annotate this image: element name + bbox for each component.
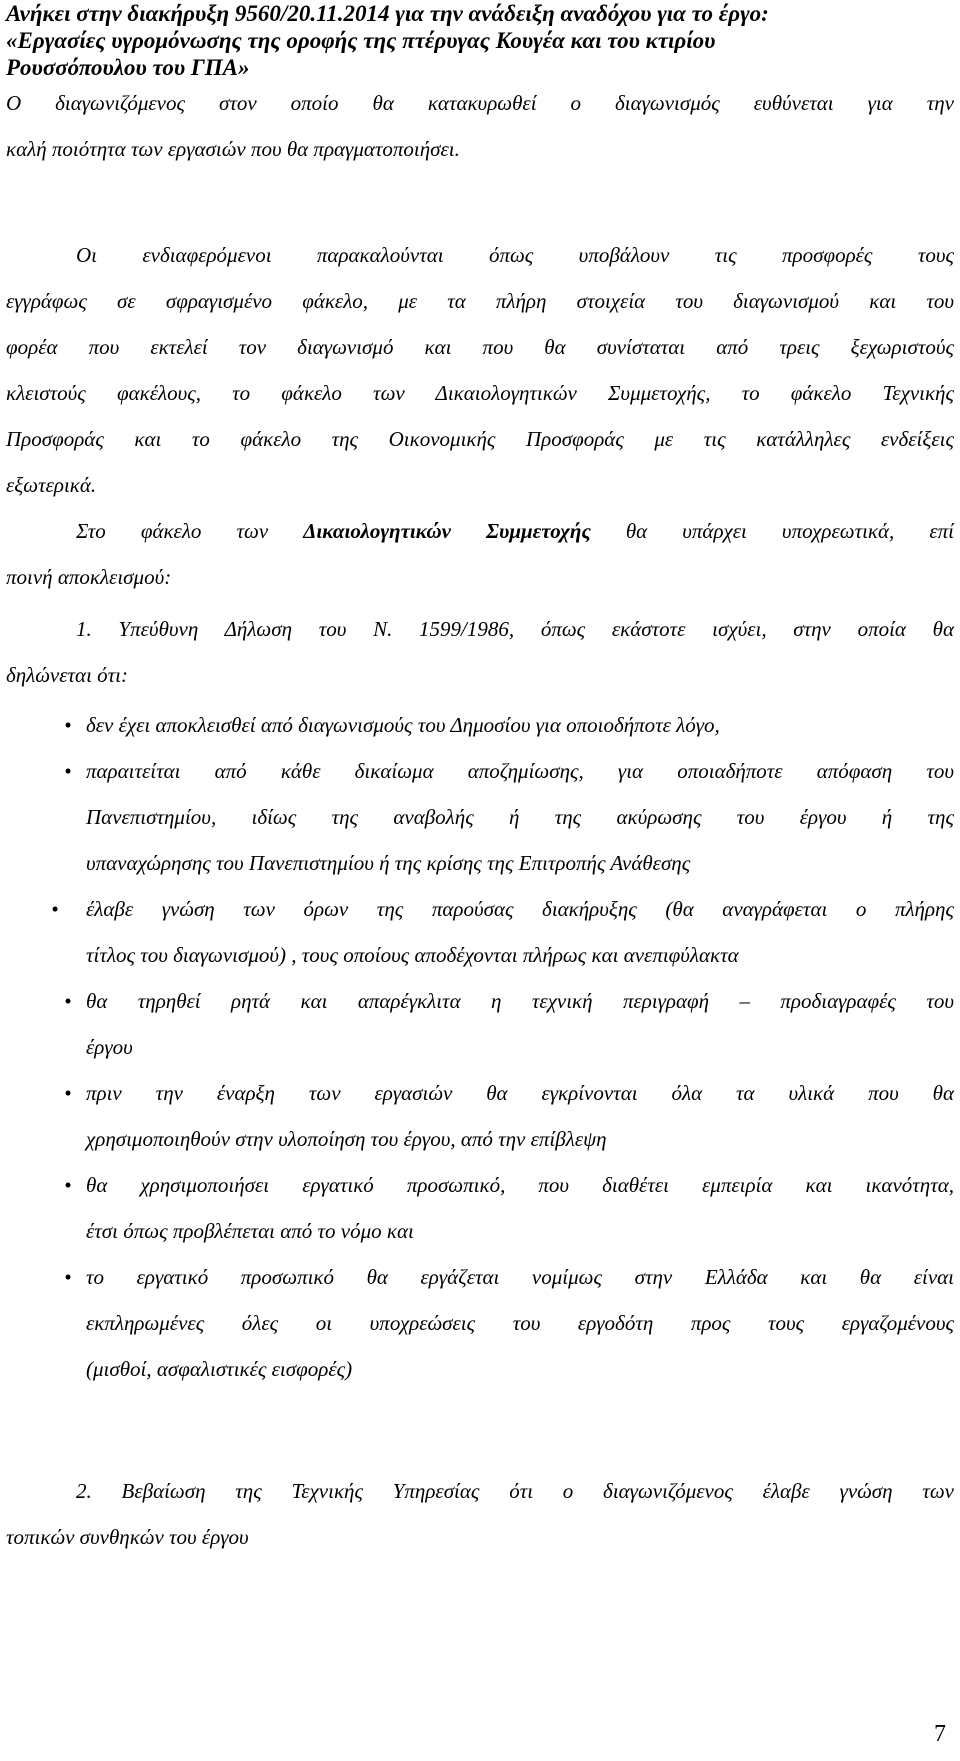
item-2-line-2: τοπικών συνθηκών του έργου bbox=[6, 1525, 249, 1549]
offers-line-1: Οι ενδιαφερόμενοι παρακαλούνται όπως υποβάλουν τις προσφορές τους bbox=[76, 243, 954, 267]
bullet-4-line-2: έργου bbox=[86, 1035, 133, 1059]
bullet-item-2 bbox=[6, 748, 954, 886]
bullet-7-line-2: εκπληρωμένες όλες οι υποχρεώσεις του εργοδότη προς τους εργαζομένους bbox=[86, 1311, 954, 1335]
bullet-dot-icon: • bbox=[64, 713, 72, 737]
bullet-dot-icon: • bbox=[51, 897, 59, 921]
participation-bold: Δικαιολογητικών Συμμετοχής bbox=[303, 519, 591, 543]
participation-line-1 bbox=[6, 508, 954, 554]
bullet-3-line-2: τίτλος του διαγωνισμού) , τους οποίους αποδέχονται πλήρως και ανεπιφύλακτα bbox=[86, 943, 739, 967]
header-line-1: Ανήκει στην διακήρυξη 9560/20.11.2014 για την ανάδειξη αναδόχου για το έργο: bbox=[6, 1, 769, 26]
item-1-line-1: 1. Υπεύθυνη Δήλωση του Ν. 1599/1986, όπως εκάστοτε ισχύει, στην οποία θα bbox=[76, 617, 954, 641]
bullet-2-line-1: παραιτείται από κάθε δικαίωμα αποζημίωσης, για οποιαδήποτε απόφαση του bbox=[86, 759, 954, 783]
bullet-dot-icon: • bbox=[64, 1173, 72, 1197]
participation-paragraph bbox=[6, 508, 954, 600]
bullet-dot-icon: • bbox=[64, 1265, 72, 1289]
bullet-5-line-1: πριν την έναρξη των εργασιών θα εγκρίνονται όλα τα υλικά που θα bbox=[86, 1081, 954, 1105]
offers-line-6: εξωτερικά. bbox=[6, 473, 97, 497]
intro-line-2: καλή ποιότητα των εργασιών που θα πραγματοποιήσει. bbox=[6, 137, 460, 161]
bullet-dot-icon: • bbox=[64, 759, 72, 783]
bullet-1-line-1: δεν έχει αποκλεισθεί από διαγωνισμούς του Δημοσίου για οποιοδήποτε λόγο, bbox=[86, 713, 720, 737]
bullet-3-line-1: έλαβε γνώση των όρων της παρούσας διακήρυξης (θα αναγράφεται ο πλήρης bbox=[86, 897, 954, 921]
participation-prefix: Στο φάκελο των bbox=[76, 519, 304, 543]
bullet-2-line-2: Πανεπιστημίου, ιδίως της αναβολής ή της ακύρωσης του έργου ή της bbox=[86, 805, 954, 829]
offers-line-2: εγγράφως σε σφραγισμένο φάκελο, με τα πλήρη στοιχεία του διαγωνισμού και του bbox=[6, 289, 954, 313]
offers-line-3: φορέα που εκτελεί τον διαγωνισμό και που θα συνίσταται από τρεις ξεχωριστούς bbox=[6, 335, 954, 359]
bullet-item-6 bbox=[6, 1162, 954, 1254]
bullet-dot-icon: • bbox=[64, 989, 72, 1013]
bullet-item-3 bbox=[6, 886, 954, 978]
page-number: 7 bbox=[934, 1721, 946, 1747]
declaration-bullet-list bbox=[6, 702, 954, 1392]
header-line-3: Ρουσσόπουλου του ΓΠΑ» bbox=[6, 55, 250, 80]
item-2-line-1: 2. Βεβαίωση της Τεχνικής Υπηρεσίας ότι ο διαγωνιζόμενος έλαβε γνώση των bbox=[76, 1479, 954, 1503]
bullet-7-line-3: (μισθοί, ασφαλιστικές εισφορές) bbox=[86, 1357, 353, 1381]
offers-line-4: κλειστούς φακέλους, το φάκελο των Δικαιολογητικών Συμμετοχής, το φάκελο Τεχνικής bbox=[6, 381, 954, 405]
offers-line-5: Προσφοράς και το φάκελο της Οικονομικής Προσφοράς με τις κατάλληλες ενδείξεις bbox=[6, 427, 954, 451]
bullet-2-line-3: υπαναχώρησης του Πανεπιστημίου ή της κρίσης της Επιτροπής Ανάθεσης bbox=[86, 851, 691, 875]
bullet-item-5 bbox=[6, 1070, 954, 1162]
document-header bbox=[6, 0, 954, 81]
bullet-item-1 bbox=[6, 702, 954, 748]
item-1-line-2: δηλώνεται ότι: bbox=[6, 663, 128, 687]
item-1-paragraph bbox=[6, 606, 954, 698]
bullet-dot-icon: • bbox=[64, 1081, 72, 1105]
offers-paragraph bbox=[6, 232, 954, 508]
bullet-item-7 bbox=[6, 1254, 954, 1392]
participation-line-2: ποινή αποκλεισμού: bbox=[6, 565, 172, 589]
bullet-item-4 bbox=[6, 978, 954, 1070]
intro-paragraph bbox=[6, 80, 954, 172]
participation-suffix: θα υπάρχει υποχρεωτικά, επί bbox=[590, 519, 954, 543]
bullet-6-line-2: έτσι όπως προβλέπεται από το νόμο και bbox=[86, 1219, 414, 1243]
bullet-7-line-1: το εργατικό προσωπικό θα εργάζεται νομίμως στην Ελλάδα και θα είναι bbox=[86, 1265, 954, 1289]
bullet-6-line-1: θα χρησιμοποιήσει εργατικό προσωπικό, που διαθέτει εμπειρία και ικανότητα, bbox=[86, 1173, 954, 1197]
header-line-2: «Εργασίες υγρομόνωσης της οροφής της πτέρυγας Κουγέα και του κτιρίου bbox=[6, 28, 716, 53]
bullet-5-line-2: χρησιμοποιηθούν στην υλοποίηση του έργου, από την επίβλεψη bbox=[86, 1127, 607, 1151]
intro-line-1: Ο διαγωνιζόμενος στον οποίο θα κατακυρωθεί ο διαγωνισμός ευθύνεται για την bbox=[6, 91, 954, 115]
item-2-paragraph bbox=[6, 1468, 954, 1560]
bullet-4-line-1: θα τηρηθεί ρητά και απαρέγκλιτα η τεχνική περιγραφή – προδιαγραφές του bbox=[86, 989, 954, 1013]
